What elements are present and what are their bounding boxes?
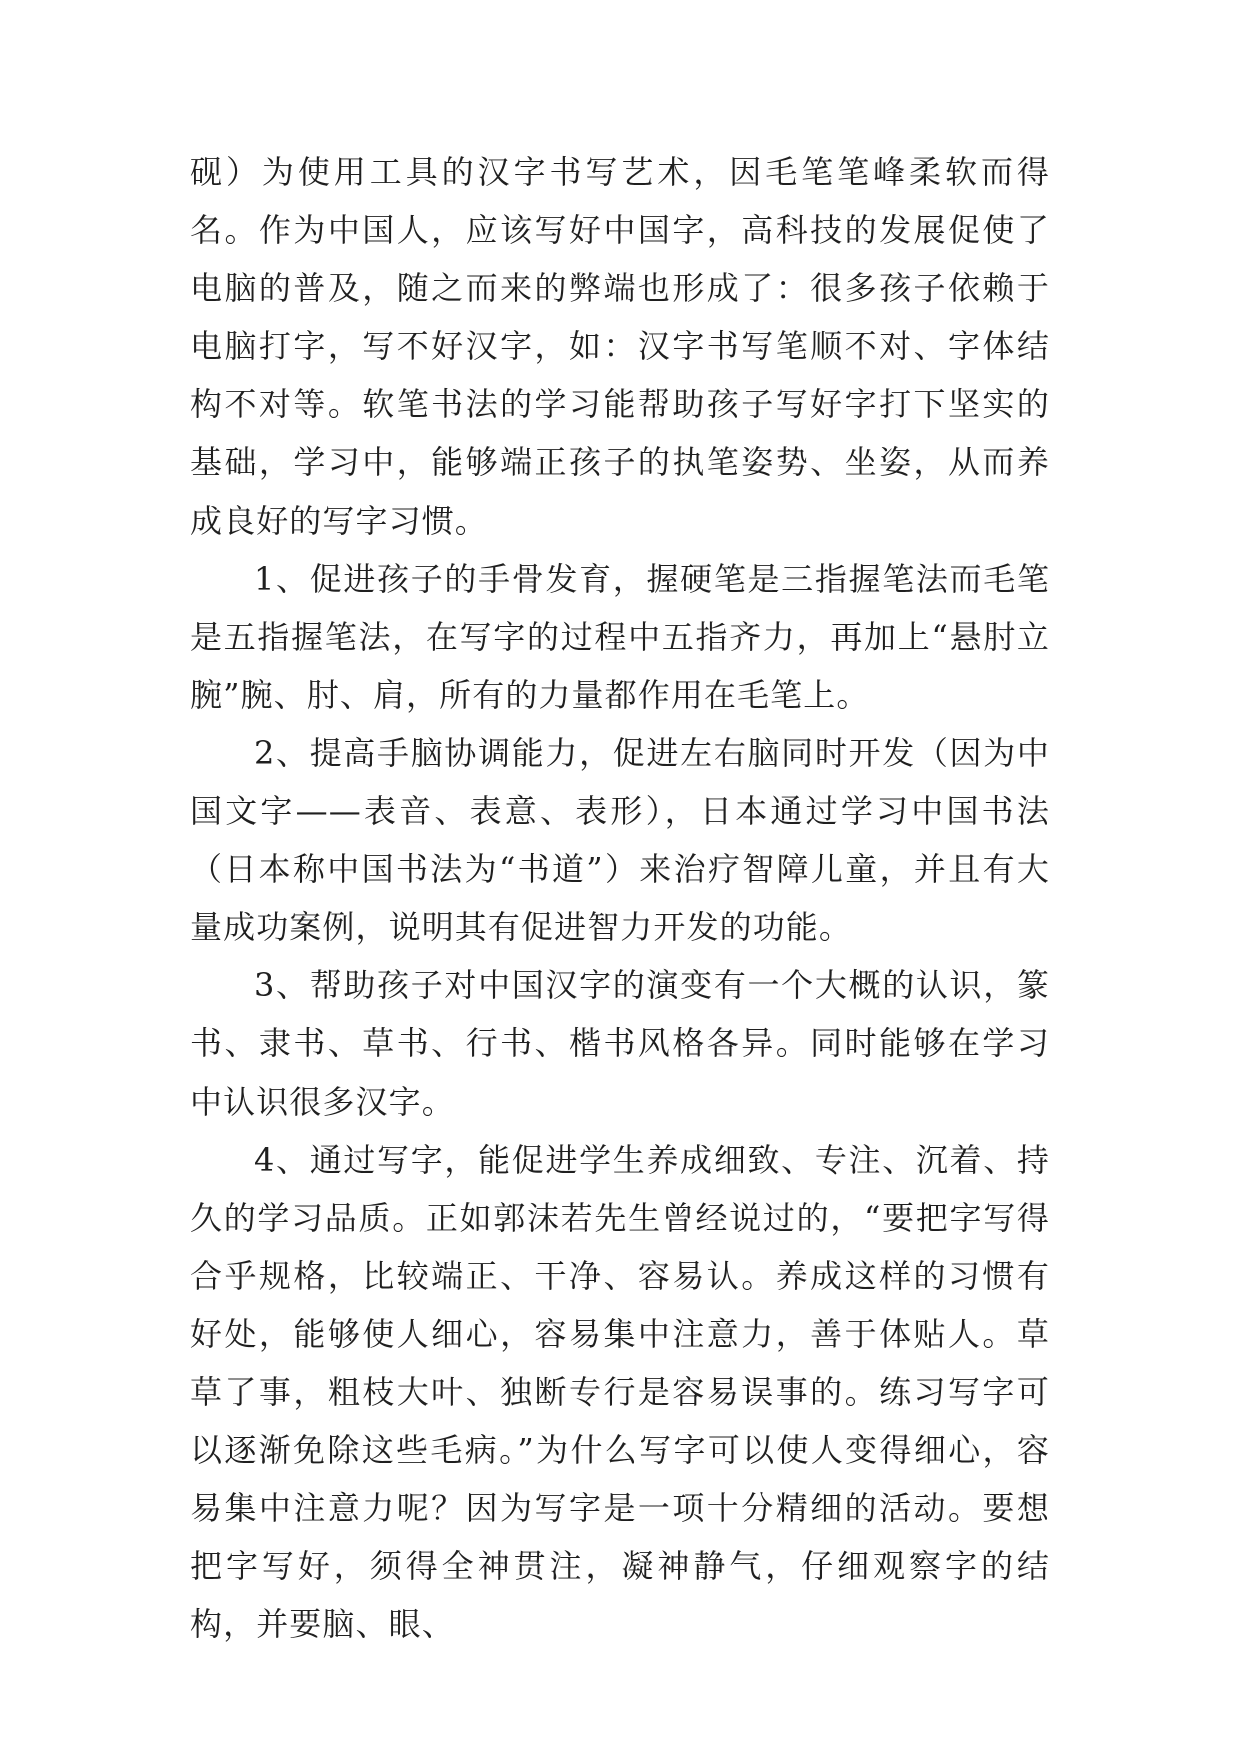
paragraph-point-3: 3、帮助孩子对中国汉字的演变有一个大概的认识，篆书、隶书、草书、行书、楷书风格各异。同时能够在学习中认识很多汉字。 [190,966,1050,1121]
body-text [190,143,1050,1653]
paragraph-point-4: 4、通过写字，能促进学生养成细致、专注、沉着、持久的学习品质。正如郭沫若先生曾经说过的，“要把字写得合乎规格，比较端正、干净、容易认。养成这样的习惯有好处，能够使人细心，容易集中注意力，善于体贴人。草草了事，粗枝大叶、独断专行是容易误事的。练习写字可以逐渐免除这些毛病。”为什么写字可以使人变得细心，容易集中注意力呢？因为写字是一项十分精细的活动。要想把字写好，须得全神贯注，凝神静气，仔细观察字的结构，并要脑、眼、 [190,1140,1050,1644]
paragraph-intro-continuation: 砚）为使用工具的汉字书写艺术，因毛笔笔峰柔软而得名。作为中国人，应该写好中国字，高科技的发展促使了电脑的普及，随之而来的弊端也形成了：很多孩子依赖于电脑打字，写不好汉字，如：汉字书写笔顺不对、字体结构不对等。软笔书法的学习能帮助孩子写好字打下坚实的基础，学习中，能够端正孩子的执笔姿势、坐姿，从而养成良好的写字习惯。 [190,153,1050,540]
paragraph-point-1: 1、促进孩子的手骨发育，握硬笔是三指握笔法而毛笔是五指握笔法，在写字的过程中五指齐力，再加上“悬肘立腕”腕、肘、肩，所有的力量都作用在毛笔上。 [190,559,1050,714]
paragraph-point-2: 2、提高手脑协调能力，促进左右脑同时开发（因为中国文字——表音、表意、表形），日本通过学习中国书法（日本称中国书法为“书道”）来治疗智障儿童，并且有大量成功案例，说明其有促进智力开发的功能。 [190,733,1050,947]
